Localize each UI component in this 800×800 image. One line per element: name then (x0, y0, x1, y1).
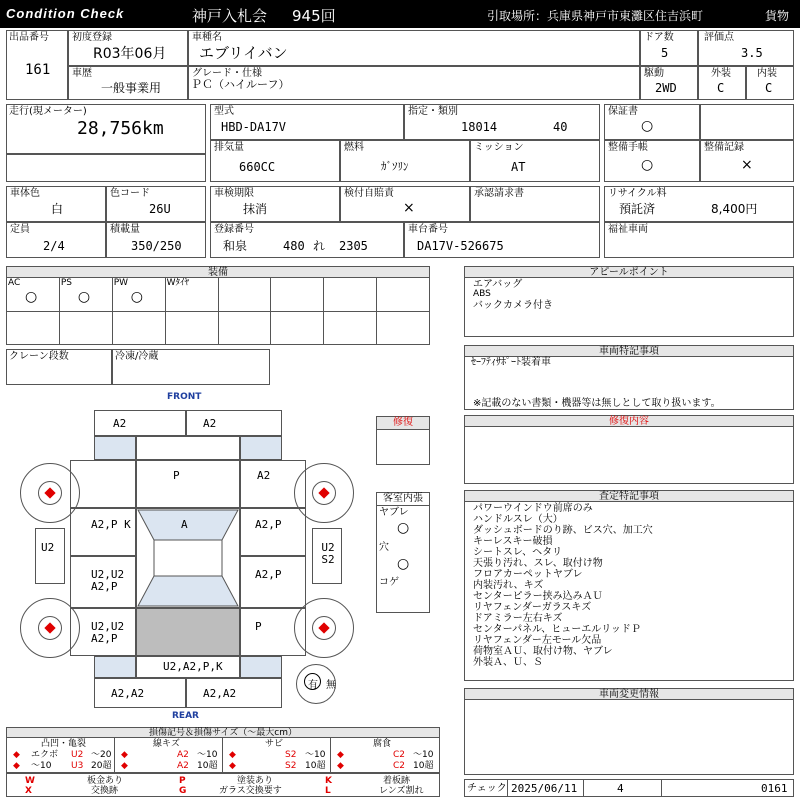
front-right-corner (240, 436, 282, 460)
legend-size: ～20 (91, 750, 112, 760)
cabin-tear-mark: ○ (397, 520, 410, 536)
legend-size: 10超 (197, 761, 218, 771)
drive-value: 2WD (655, 81, 677, 95)
check-label: チェック (467, 783, 507, 794)
note-line: 内装汚れ、キズ (473, 580, 544, 591)
legend-code-key: W (25, 776, 35, 786)
lot-number-value: 161 (25, 62, 51, 78)
quarter-rear-right (240, 608, 306, 656)
front-bumper-left-code: A2 (113, 417, 127, 430)
class-value: 40 (553, 120, 568, 134)
legend-size: ～10 (305, 750, 326, 760)
check-divider (583, 780, 584, 796)
equip-slot (166, 312, 219, 346)
history-cell (68, 66, 188, 100)
equip-pw-mark: ○ (130, 289, 143, 305)
mission-label: ミッション (474, 142, 524, 153)
inspection-label: 車検期限 (214, 188, 254, 199)
equip-wtire-label: Wﾀｲﾔ (166, 278, 190, 288)
maint-record-cell (700, 140, 794, 182)
mileage-cell (6, 104, 206, 154)
maint-book-cell (604, 140, 700, 182)
auction-name: 神戸入札会 (192, 7, 268, 25)
repair-box (376, 429, 430, 465)
warranty-label: 保証書 (608, 106, 638, 117)
mileage-label: 走行(現メーター) (9, 106, 87, 117)
equip-slot (377, 312, 430, 346)
door-rear-left (70, 556, 136, 608)
exterior-value: C (717, 81, 725, 95)
recycle-value: 8,400円 (711, 202, 758, 216)
repair-content-panel (464, 426, 794, 484)
equip-slot (324, 278, 377, 312)
mirror-right (312, 528, 342, 584)
legend-code-key: L (325, 786, 331, 796)
mission-value: AT (511, 160, 526, 174)
exterior-label: 外装 (711, 68, 731, 79)
inspection-cell (210, 186, 340, 222)
repair-label: 修復 (376, 416, 430, 430)
mileage-value: 28,756km (77, 118, 164, 139)
legend-code-value: 着板跡 (383, 776, 411, 786)
freezer-cell (112, 349, 270, 385)
special-line: ｾｰﾌﾃｨｻﾎﾟｰﾄ装着車 (471, 357, 551, 368)
legend-code: A2 (177, 761, 189, 771)
capacity-cell (6, 222, 106, 258)
legend-code-value: 板金あり (87, 776, 124, 786)
front-label: FRONT (167, 392, 202, 402)
appeal-line: ABS (473, 289, 491, 299)
appeal-line: バックカメラ付き (473, 300, 553, 311)
mirror-left-code: U2 (41, 541, 55, 554)
rear-bumper-right-code: A2,A2 (203, 687, 237, 700)
color-code-value: 26U (149, 202, 171, 216)
appeal-panel (464, 277, 794, 337)
legend-code-key: K (325, 776, 332, 786)
load-label: 積載量 (110, 224, 140, 235)
lot-number-label: 出品番号 (9, 32, 49, 43)
chassis-cell (404, 222, 600, 258)
check-footer (464, 779, 794, 797)
interior-label: 内装 (757, 68, 777, 79)
front-bumper-right-code: A2 (203, 417, 217, 430)
legend-code: S2 (285, 750, 297, 760)
maint-book-value: ○ (641, 157, 654, 173)
check-divider (661, 780, 662, 796)
note-line: センターパネル、ヒューエルリッドＰ (473, 624, 641, 635)
equip-wtire (166, 278, 219, 312)
equip-pw (113, 278, 166, 312)
legend-size: 20超 (91, 761, 112, 771)
spare-yes-mark (304, 673, 321, 690)
hood-code: P (173, 469, 180, 482)
approval-cell (470, 186, 600, 222)
equip-slot (219, 278, 272, 312)
rear-gate (136, 656, 240, 678)
rear-cargo (136, 608, 240, 656)
lot-number-cell (6, 30, 68, 100)
door-front-right-code: A2,P (255, 518, 282, 531)
logo-text: Condition Check (6, 6, 125, 21)
color-code-label: 色コード (110, 188, 150, 199)
self-check-value: × (403, 200, 415, 216)
rear-bumper-left (94, 678, 186, 708)
repair-content-title: 修復内容 (464, 415, 794, 427)
legend-table (6, 737, 440, 773)
note-line: 天張り汚れ、スレ、取付け物 (473, 558, 603, 569)
maint-book-label: 整備手帳 (608, 142, 648, 153)
welfare-cell (604, 222, 794, 258)
legend-diamond-icon: ◆ (229, 761, 236, 771)
legend-code-value: 塗装あり (237, 776, 274, 786)
note-line: 外装Ａ、Ｕ、Ｓ (473, 657, 543, 668)
legend-group-rust (223, 738, 331, 774)
capacity-value: 2/4 (43, 239, 65, 253)
designation-cell (404, 104, 600, 140)
hood (136, 460, 240, 508)
cabin-panel (376, 505, 430, 613)
legend-group-name: 線キズ (153, 739, 180, 749)
note-line: 荷物室ＡＵ、取付け物、ヤブレ (473, 646, 613, 657)
front-center (136, 436, 240, 460)
legend-group-name: 腐食 (373, 739, 392, 749)
equip-ac (7, 278, 60, 312)
legend-group-corrosion (331, 738, 439, 774)
change-info-panel (464, 699, 794, 775)
vehicle-category: 貨物 (765, 9, 790, 23)
legend-diamond-icon: ◆ (121, 750, 128, 760)
equip-pw-label: PW (113, 278, 129, 288)
cabin-tear-label: ヤブレ (379, 507, 409, 518)
exterior-cell (698, 66, 746, 100)
legend-size: ～10 (413, 750, 434, 760)
welfare-label: 福祉車両 (608, 224, 648, 235)
front-bumper-left (94, 410, 186, 436)
legend-group-name: サビ (265, 739, 284, 749)
warranty-extra-cell (700, 104, 794, 140)
equip-ps (60, 278, 113, 312)
header-bar (0, 0, 800, 28)
cabin-hole-mark: ○ (397, 556, 410, 572)
note-line: リヤフェンダー左モール欠品 (473, 635, 602, 646)
doors-label: ドア数 (644, 32, 674, 43)
legend-code: C2 (393, 750, 406, 760)
note-line: シートスレ、ヘタリ (473, 547, 563, 558)
legend-group-name: 凸凹・亀裂 (41, 739, 87, 749)
drive-cell (640, 66, 698, 100)
fuel-value: ｶﾞｿﾘﾝ (381, 160, 409, 173)
rear-bumper-right (186, 678, 282, 708)
notes-title: 査定特記事項 (464, 490, 794, 502)
warranty-value: ○ (641, 118, 654, 134)
legend-size: 10超 (413, 761, 434, 771)
displacement-value: 660CC (239, 160, 276, 174)
legend-diamond-icon: ◆ (13, 750, 20, 760)
legend-title: 損傷記号＆損傷サイズ（～最大cm） (6, 727, 440, 738)
car-name-cell (188, 30, 640, 66)
drive-label: 駆動 (644, 68, 664, 79)
check-code: 0161 (761, 782, 788, 795)
reg-number-cell (210, 222, 404, 258)
door-rear-right-code: A2,P (255, 568, 282, 581)
note-line: ハンドルスレ（大） (473, 514, 563, 525)
legend-diamond-icon: ◆ (229, 750, 236, 760)
special-note: ※記載のない書類・機器等は無しとして取り扱います。 (473, 398, 721, 409)
recycle-status: 預託済 (619, 202, 656, 216)
cabin-title: 客室内張 (376, 492, 430, 506)
crane-cell (6, 349, 112, 385)
spare-no-label: 無 (326, 680, 336, 691)
mirror-left (35, 528, 65, 584)
equip-slot (219, 312, 272, 346)
fender-front-right-code: A2 (257, 469, 271, 482)
note-line: フロアカーペットヤブレ (473, 569, 583, 580)
legend-code: S2 (285, 761, 297, 771)
rear-gate-code: U2,A2,P,K (163, 660, 223, 673)
load-cell (106, 222, 206, 258)
equip-ps-mark: ○ (77, 289, 91, 305)
appeal-line: エアバッグ (473, 279, 523, 290)
equip-slot (271, 278, 324, 312)
legend-code: A2 (177, 750, 189, 760)
displacement-label: 排気量 (214, 142, 244, 153)
color-code-cell (106, 186, 206, 222)
designation-label: 指定・類別 (408, 106, 458, 117)
model-value: HBD-DA17V (221, 120, 287, 134)
windshield-shape (136, 508, 240, 608)
doors-cell (640, 30, 698, 66)
crane-label: クレーン段数 (9, 351, 69, 362)
note-line: ドアミラー左右キズ (473, 613, 563, 624)
score-value: 3.5 (741, 46, 763, 60)
pickup-location: 引取場所：兵庫県神戸市東灘区住吉浜町 (487, 9, 704, 23)
warranty-cell (604, 104, 700, 140)
check-number: 4 (617, 782, 624, 795)
equip-slot (324, 312, 377, 346)
cabin-hole-label: 穴 (379, 542, 389, 553)
front-left-corner (94, 436, 136, 460)
score-label: 評価点 (704, 32, 734, 43)
body-color-label: 車体色 (10, 188, 40, 199)
rear-right-corner (240, 656, 282, 678)
legend-code-value: レンズ割れ (379, 786, 424, 796)
interior-cell (746, 66, 794, 100)
equip-slot (377, 278, 430, 312)
grade-value: ＰＣ（ハイルーフ） (191, 78, 290, 91)
legend-diamond-icon: ◆ (337, 761, 344, 771)
reg-class: 480 (283, 239, 305, 253)
note-line: リヤフェンダーガラスキズ (473, 602, 592, 613)
legend-code-key: G (179, 786, 187, 796)
mission-cell (470, 140, 600, 182)
grade-label: グレード・仕様 (192, 68, 262, 79)
first-reg-cell (68, 30, 188, 66)
legend-cell: ～10 (31, 761, 52, 771)
auction-number: 945回 (292, 7, 336, 25)
reg-number-label: 登録番号 (214, 224, 254, 235)
legend-diamond-icon: ◆ (337, 750, 344, 760)
door-rear-right (240, 556, 306, 608)
self-check-label: 検付自賠責 (344, 188, 394, 199)
freezer-label: 冷凍/冷蔵 (115, 351, 159, 362)
legend-code-key: X (25, 786, 32, 796)
equip-slot (113, 312, 166, 346)
maint-record-value: × (741, 157, 753, 173)
approval-label: 承認請求書 (474, 188, 524, 199)
quarter-rear-left-code: U2,U2 A2,P (91, 620, 125, 645)
rear-bumper-left-code: A2,A2 (111, 687, 145, 700)
equipment-grid (6, 277, 430, 345)
car-name-label: 車種名 (192, 32, 222, 43)
car-name-value: エブリイバン (199, 44, 288, 62)
body-color-value: 白 (51, 202, 64, 216)
doors-value: 5 (661, 46, 669, 60)
first-reg-value: R03年06月 (93, 46, 167, 62)
check-date: 2025/06/11 (511, 782, 578, 795)
notes-panel (464, 501, 794, 681)
model-cell (210, 104, 404, 140)
special-panel (464, 356, 794, 410)
mirror-right-code: U2 S2 (321, 541, 335, 566)
cabin-burn-label: コゲ (379, 577, 399, 588)
legend-codes-table (6, 773, 440, 797)
recycle-cell (604, 186, 794, 222)
door-front-right (240, 508, 306, 556)
chassis-label: 車台番号 (408, 224, 448, 235)
equipment-title: 装備 (6, 266, 430, 278)
chassis-value: DA17V-526675 (417, 239, 504, 253)
equip-slot (7, 312, 60, 346)
recycle-label: リサイクル料 (608, 188, 667, 199)
rear-label: REAR (172, 711, 199, 721)
legend-group-scratch (115, 738, 223, 774)
interior-value: C (765, 81, 773, 95)
legend-cell: エクボ (31, 750, 59, 760)
note-line: パワーウインドウ前席のみ (473, 503, 593, 514)
displacement-cell (210, 140, 340, 182)
spare-yes-label: 有 (308, 680, 318, 691)
designation-value: 18014 (461, 120, 498, 134)
fender-front-right (240, 460, 306, 508)
check-divider (507, 780, 508, 796)
note-line: ダッシュボードのり跡、ビス穴、加工穴 (473, 525, 653, 536)
equip-ac-label: AC (8, 278, 21, 288)
legend-code-value: 交換跡 (91, 786, 119, 796)
load-value: 350/250 (131, 239, 182, 253)
legend-size: 10超 (305, 761, 326, 771)
legend-diamond-icon: ◆ (13, 761, 20, 771)
special-title: 車両特記事項 (464, 345, 794, 357)
legend-code: U2 (71, 750, 84, 760)
legend-code: C2 (393, 761, 406, 771)
change-info-title: 車両変更情報 (464, 688, 794, 700)
equip-ps-label: PS (60, 278, 73, 288)
reg-number: 2305 (339, 239, 368, 253)
fuel-cell (340, 140, 470, 182)
legend-group-dent (7, 738, 115, 774)
history-label: 車歴 (72, 68, 92, 79)
door-rear-left-code: U2,U2 A2,P (91, 568, 125, 593)
legend-code-key: P (179, 776, 186, 786)
maint-record-label: 整備記録 (704, 142, 744, 153)
fender-front-left (70, 460, 136, 508)
reg-area: 和泉 (223, 239, 248, 253)
note-line: センターピラー挟み込みＡＵ (473, 591, 603, 602)
quarter-rear-left (70, 608, 136, 656)
body-color-cell (6, 186, 106, 222)
score-cell (698, 30, 794, 66)
fuel-label: 燃料 (344, 142, 364, 153)
equip-slot (271, 312, 324, 346)
equip-ac-mark: ○ (25, 289, 38, 305)
front-bumper-right (186, 410, 282, 436)
model-label: 型式 (214, 106, 234, 117)
legend-diamond-icon: ◆ (121, 761, 128, 771)
door-front-left (70, 508, 136, 556)
legend-code: U3 (71, 761, 84, 771)
windshield-code: A (181, 518, 188, 531)
rear-left-corner (94, 656, 136, 678)
self-check-cell (340, 186, 470, 222)
door-front-left-code: A2,P K (91, 518, 131, 531)
note-line: キーレスキー破損 (473, 536, 553, 547)
legend-size: ～10 (197, 750, 218, 760)
first-reg-label: 初度登録 (72, 32, 112, 43)
equip-slot (60, 312, 113, 346)
legend-code-value: ガラス交換要す (219, 786, 282, 796)
mileage-sub-cell (6, 154, 206, 182)
capacity-label: 定員 (10, 224, 30, 235)
history-value: 一般事業用 (101, 81, 162, 95)
quarter-rear-right-code: P (255, 620, 262, 633)
reg-kana: れ (313, 239, 326, 253)
grade-cell (188, 66, 640, 100)
inspection-value: 抹消 (243, 202, 268, 216)
appeal-title: アピールポイント (464, 266, 794, 278)
